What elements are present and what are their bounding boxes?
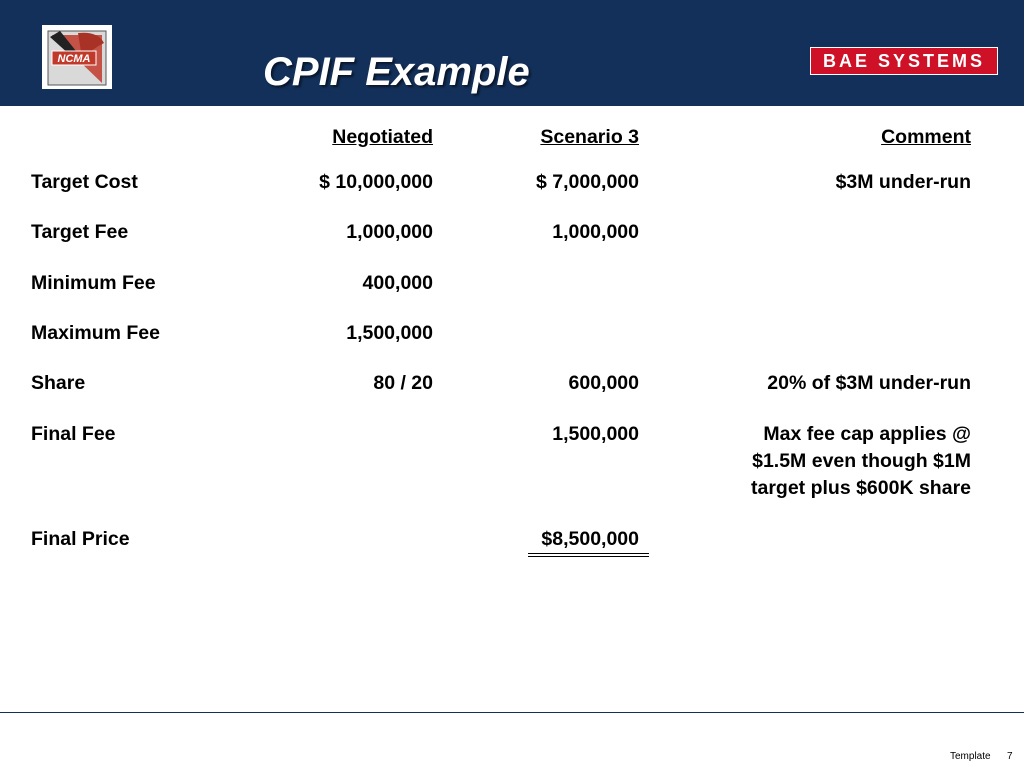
negotiated-share: 80 / 20 [373, 372, 433, 394]
row-label-target-cost: Target Cost [31, 171, 138, 193]
slide-title: CPIF Example [263, 50, 530, 94]
comment-target-cost: $3M under-run [835, 171, 971, 193]
footer-divider [0, 712, 1024, 713]
row-label-share: Share [31, 372, 86, 394]
header-scenario: Scenario 3 [540, 126, 639, 148]
row-label-minimum-fee: Minimum Fee [31, 272, 156, 294]
scenario-final-price: $8,500,000 [541, 528, 639, 550]
footer-page-number: 7 [1007, 751, 1013, 762]
bae-systems-logo: BAE SYSTEMS [810, 47, 998, 75]
scenario-final-fee: 1,500,000 [552, 423, 639, 445]
row-label-maximum-fee: Maximum Fee [31, 322, 160, 344]
header-comment: Comment [881, 126, 971, 148]
header-negotiated: Negotiated [332, 126, 433, 148]
scenario-target-fee: 1,000,000 [552, 221, 639, 243]
negotiated-target-cost: $ 10,000,000 [319, 171, 433, 193]
comment-share: 20% of $3M under-run [767, 372, 971, 394]
comment-final-fee-line-3: target plus $600K share [750, 477, 971, 499]
row-label-target-fee: Target Fee [31, 221, 129, 243]
ncma-logo [42, 25, 112, 89]
logo-text: NCMA [57, 53, 91, 65]
row-label-final-fee: Final Fee [31, 423, 116, 445]
slide-header [0, 0, 1024, 106]
negotiated-minimum-fee: 400,000 [362, 272, 433, 294]
scenario-target-cost: $ 7,000,000 [535, 171, 639, 193]
row-label-final-price: Final Price [31, 528, 130, 550]
comment-final-fee-line-2: $1.5M even though $1M [752, 450, 971, 472]
negotiated-target-fee: 1,000,000 [346, 221, 433, 243]
comment-final-fee-line-1: Max fee cap applies @ [763, 423, 971, 445]
negotiated-maximum-fee: 1,500,000 [346, 322, 433, 344]
footer-template-label: Template [950, 751, 991, 762]
scenario-share: 600,000 [568, 372, 639, 394]
